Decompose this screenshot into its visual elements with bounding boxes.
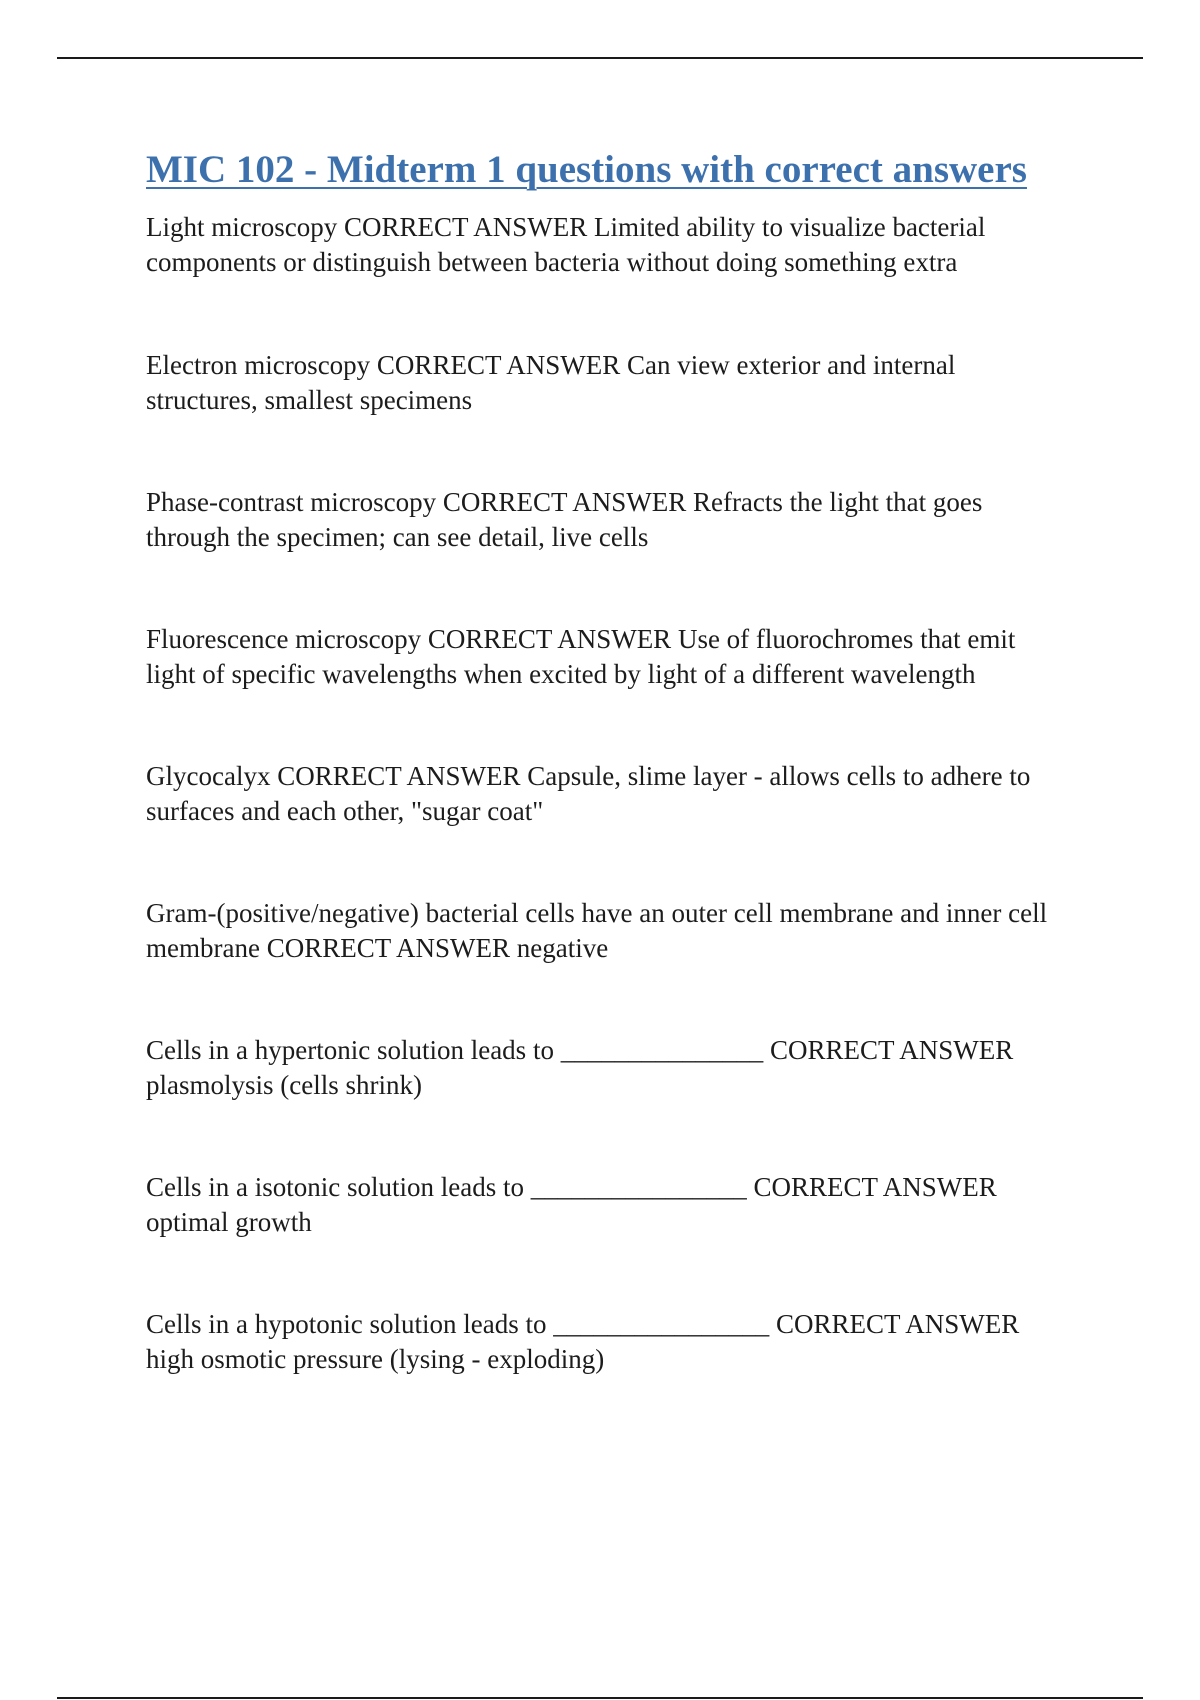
- qa-line: Glycocalyx CORRECT ANSWER Capsule, slime layer - allows cells to adhere to: [146, 761, 1031, 791]
- document-title: MIC 102 - Midterm 1 questions with correct answers: [146, 148, 1027, 191]
- qa-entry: [146, 1170, 1106, 1240]
- qa-line: surfaces and each other, "sugar coat": [146, 796, 544, 826]
- qa-entry: [146, 485, 1106, 555]
- qa-entry: [146, 210, 1106, 280]
- qa-line: Cells in a hypertonic solution leads to _______________ CORRECT ANSWER: [146, 1035, 1014, 1065]
- qa-line: structures, smallest specimens: [146, 385, 473, 415]
- qa-line: Phase-contrast microscopy CORRECT ANSWER Refracts the light that goes: [146, 487, 983, 517]
- qa-line: Cells in a hypotonic solution leads to ________________ CORRECT ANSWER: [146, 1309, 1020, 1339]
- qa-line: plasmolysis (cells shrink): [146, 1070, 422, 1100]
- qa-entry: [146, 759, 1106, 829]
- qa-line: through the specimen; can see detail, live cells: [146, 522, 649, 552]
- qa-line: components or distinguish between bacteria without doing something extra: [146, 247, 958, 277]
- qa-entry: [146, 1033, 1106, 1103]
- qa-line: membrane CORRECT ANSWER negative: [146, 933, 609, 963]
- qa-entry: [146, 896, 1106, 966]
- qa-entry: [146, 348, 1106, 418]
- qa-line: Gram-(positive/negative) bacterial cells have an outer cell membrane and inner cell: [146, 898, 1048, 928]
- qa-line: Electron microscopy CORRECT ANSWER Can view exterior and internal: [146, 350, 956, 380]
- top-rule: [57, 57, 1143, 59]
- qa-line: high osmotic pressure (lysing - exploding): [146, 1344, 605, 1374]
- qa-entry: [146, 622, 1106, 692]
- qa-entry: [146, 1307, 1106, 1377]
- qa-line: optimal growth: [146, 1207, 312, 1237]
- qa-line: Light microscopy CORRECT ANSWER Limited ability to visualize bacterial: [146, 212, 986, 242]
- qa-line: Fluorescence microscopy CORRECT ANSWER Use of fluorochromes that emit: [146, 624, 1016, 654]
- qa-line: light of specific wavelengths when excited by light of a different wavelength: [146, 659, 976, 689]
- qa-line: Cells in a isotonic solution leads to ________________ CORRECT ANSWER: [146, 1172, 997, 1202]
- bottom-rule: [57, 1697, 1143, 1699]
